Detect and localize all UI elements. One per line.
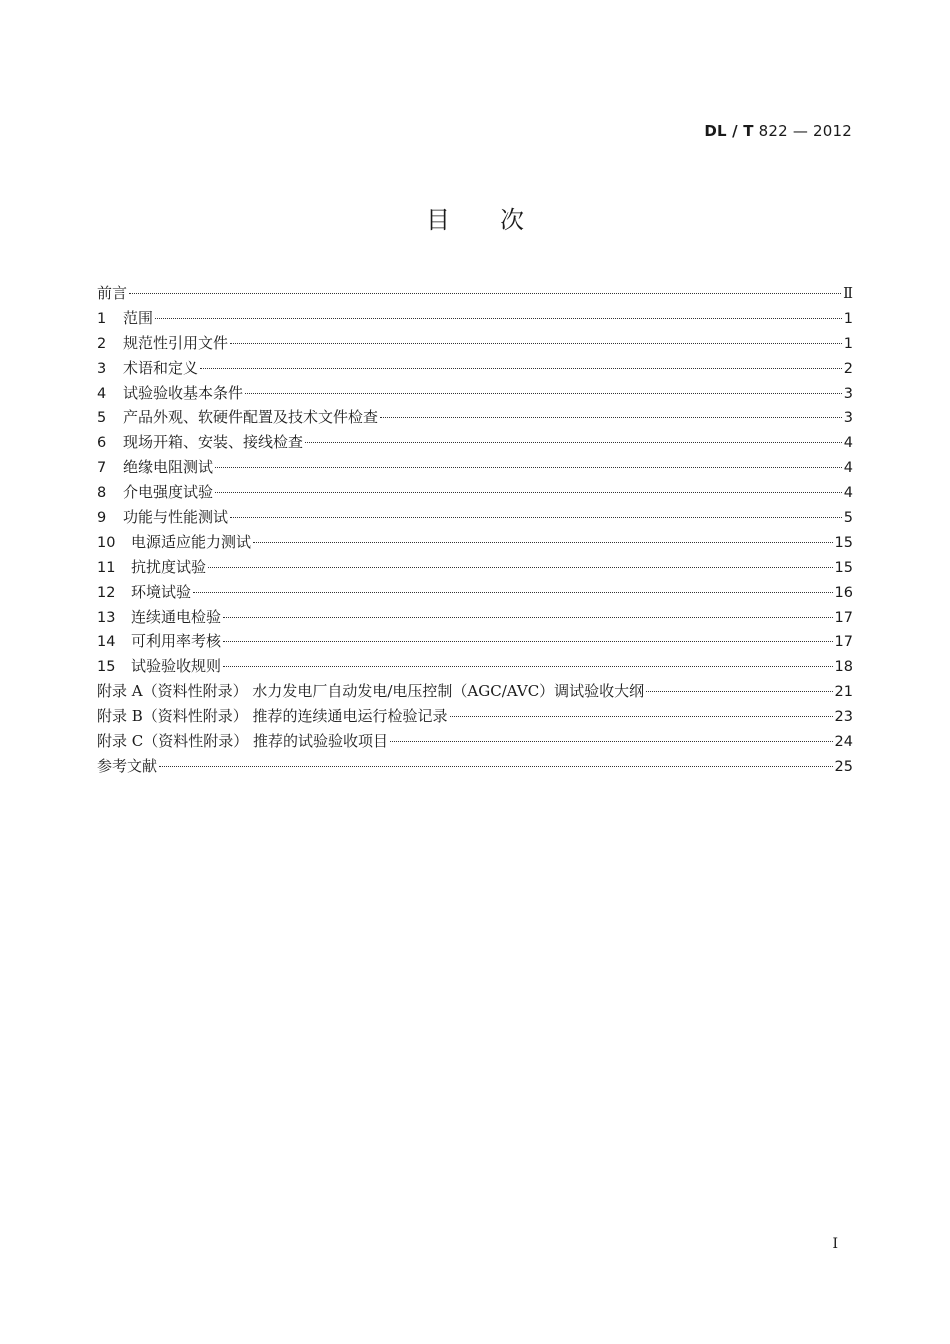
toc-entry-label: 电源适应能力测试: [131, 532, 252, 551]
toc-entry-number: 2: [97, 335, 107, 352]
toc-entry-label: 抗扰度试验: [131, 557, 207, 576]
toc-leader-dots: [129, 293, 841, 294]
toc-leader-dots: [253, 542, 833, 543]
toc-entry[interactable]: [97, 606, 853, 631]
toc-entry-page: 25: [834, 758, 853, 775]
toc-entry-number: 5: [97, 410, 107, 427]
toc-entry[interactable]: [97, 456, 853, 481]
toc-leader-dots: [305, 442, 842, 443]
toc-leader-dots: [223, 617, 833, 618]
toc-entry-page: 21: [834, 684, 853, 701]
toc-entry-label: 附录 A（资料性附录） 水力发电厂自动发电/电压控制（AGC/AVC）调试验收大纲: [97, 682, 645, 701]
toc-entry-number: 10: [97, 534, 116, 551]
toc-entry[interactable]: [97, 581, 853, 606]
toc-entry-page: 17: [834, 609, 853, 626]
toc-leader-dots: [223, 666, 833, 667]
page-number: I: [832, 1236, 838, 1252]
toc-entry-label: 功能与性能测试: [123, 508, 229, 527]
toc-leader-dots: [450, 716, 833, 717]
toc-entry[interactable]: [97, 382, 853, 407]
toc-entry-number: 9: [97, 510, 107, 527]
toc-entry[interactable]: [97, 357, 853, 382]
toc-entry[interactable]: [97, 307, 853, 332]
toc-entry-page: 4: [843, 435, 853, 452]
toc-leader-dots: [159, 766, 833, 767]
toc-leader-dots: [215, 467, 842, 468]
toc-entry-page: 4: [843, 485, 853, 502]
toc-entry-page: 24: [834, 734, 853, 751]
toc-leader-dots: [215, 492, 842, 493]
toc-entry-label: 前言: [97, 284, 128, 302]
toc-entry-number: 4: [97, 385, 107, 402]
toc-entry-page: 1: [843, 310, 853, 327]
toc-entry-page: 2: [843, 360, 853, 377]
toc-entry-number: 15: [97, 659, 116, 676]
toc-leader-dots: [193, 592, 833, 593]
toc-entry-label: 介电强度试验: [123, 483, 214, 502]
toc-leader-dots: [223, 641, 833, 642]
toc-entry-number: 3: [97, 360, 107, 377]
toc-entry-page: 16: [834, 584, 853, 601]
toc-entry-number: 1: [97, 310, 107, 327]
toc-leader-dots: [380, 417, 842, 418]
toc-leader-dots: [245, 393, 842, 394]
toc-entry[interactable]: [97, 406, 853, 431]
toc-leader-dots: [200, 368, 842, 369]
toc-entry[interactable]: [97, 556, 853, 581]
toc-entry-label: 产品外观、软硬件配置及技术文件检查: [123, 408, 379, 427]
toc-entry-number: 7: [97, 460, 107, 477]
toc-entry-label: 范围: [123, 308, 154, 327]
standard-code: [704, 122, 852, 140]
toc-entry-number: 12: [97, 584, 116, 601]
toc-entry[interactable]: [97, 481, 853, 506]
toc-entry-label: 附录 B（资料性附录） 推荐的连续通电运行检验记录: [97, 707, 448, 726]
toc-entry[interactable]: [97, 630, 853, 655]
page-title: 目次: [426, 206, 574, 234]
toc-entry-page: 5: [843, 510, 853, 527]
toc-entry-page: 15: [834, 559, 853, 576]
standard-number: 822 — 2012: [758, 122, 852, 140]
toc-entry-page: 1: [843, 335, 853, 352]
toc-entry-label: 参考文献: [97, 756, 158, 775]
toc-entry-page: Ⅱ: [843, 286, 853, 302]
toc-entry-label: 现场开箱、安装、接线检查: [123, 433, 304, 452]
toc-leader-dots: [646, 691, 832, 692]
toc-entry-number: 13: [97, 609, 116, 626]
toc-entry-number: 8: [97, 485, 107, 502]
toc-entry[interactable]: [97, 655, 853, 680]
toc-entry-label: 可利用率考核: [131, 632, 222, 651]
toc-entry[interactable]: [97, 332, 853, 357]
toc-leader-dots: [230, 517, 842, 518]
toc-entry[interactable]: [97, 282, 853, 307]
toc-entry-number: 14: [97, 634, 116, 651]
toc-entry-number: 6: [97, 435, 107, 452]
toc-entry[interactable]: [97, 531, 853, 556]
toc-entry-page: 3: [843, 410, 853, 427]
toc-entry-label: 绝缘电阻测试: [123, 458, 214, 477]
toc-entry[interactable]: [97, 730, 853, 755]
table-of-contents: [97, 282, 853, 780]
toc-entry[interactable]: [97, 506, 853, 531]
toc-entry[interactable]: [97, 431, 853, 456]
toc-leader-dots: [208, 567, 833, 568]
toc-entry-page: 15: [834, 534, 853, 551]
toc-entry-page: 23: [834, 709, 853, 726]
toc-entry-label: 附录 C（资料性附录） 推荐的试验验收项目: [97, 732, 389, 751]
toc-entry-label: 试验验收基本条件: [123, 383, 244, 402]
toc-entry-page: 17: [834, 634, 853, 651]
toc-entry-label: 环境试验: [131, 582, 192, 601]
toc-leader-dots: [390, 741, 833, 742]
toc-entry-page: 4: [843, 460, 853, 477]
standard-prefix: DL / T: [704, 122, 754, 140]
toc-entry[interactable]: [97, 755, 853, 780]
toc-entry-page: 18: [834, 659, 853, 676]
toc-entry[interactable]: [97, 705, 853, 730]
toc-entry-number: 11: [97, 559, 116, 576]
toc-leader-dots: [230, 343, 842, 344]
toc-entry-label: 术语和定义: [123, 358, 199, 377]
toc-entry[interactable]: [97, 680, 853, 705]
toc-entry-page: 3: [843, 385, 853, 402]
toc-leader-dots: [155, 318, 842, 319]
toc-entry-label: 试验验收规则: [131, 657, 222, 676]
toc-entry-label: 连续通电检验: [131, 607, 222, 626]
toc-entry-label: 规范性引用文件: [123, 333, 229, 352]
